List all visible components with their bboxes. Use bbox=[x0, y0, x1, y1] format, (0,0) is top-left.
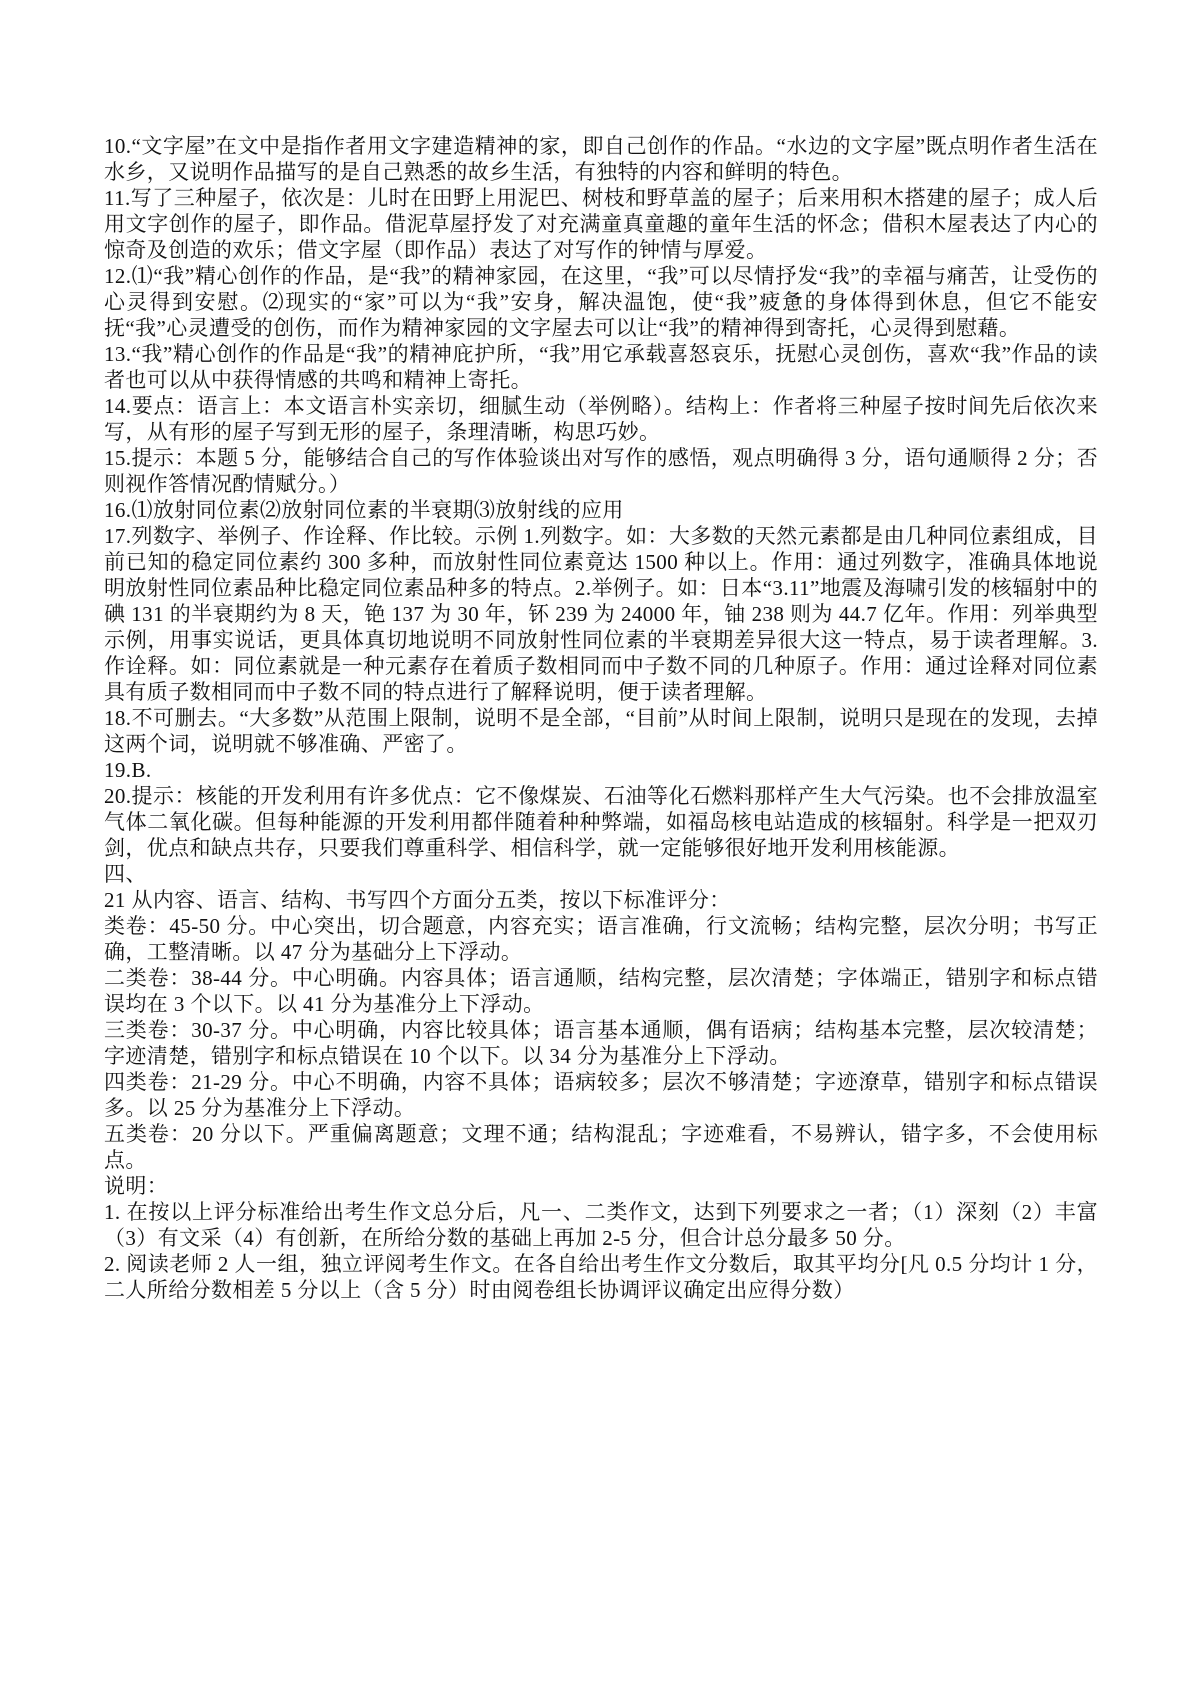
answer-19-paragraph: 19.B. bbox=[104, 758, 152, 782]
grade-1-criteria-paragraph: 类卷：45-50 分。中心突出，切合题意，内容充实；语言准确，行文流畅；结构完整，层次分明；书写正确，工整清晰。以 47 分为基础分上下浮动。 bbox=[104, 914, 1098, 964]
answer-20-paragraph: 20.提示：核能的开发利用有许多优点：它不像煤炭、石油等化石燃料那样产生大气污染。也不会排放温室气体二氧化碳。但每种能源的开发利用都伴随着种种弊端，如福岛核电站造成的核辐射。科学是一把双刃剑，优点和缺点共存，只要我们尊重科学、相信科学，就一定能够很好地开发利用核能源。 bbox=[104, 784, 1098, 860]
grade-2-criteria-paragraph: 二类卷：38-44 分。中心明确。内容具体；语言通顺，结构完整，层次清楚；字体端正，错别字和标点错误均在 3 个以下。以 41 分为基准分上下浮动。 bbox=[104, 966, 1098, 1016]
answer-16-paragraph: 16.⑴放射同位素⑵放射同位素的半衰期⑶放射线的应用 bbox=[104, 498, 624, 522]
note-2-paragraph: 2. 阅读老师 2 人一组，独立评阅考生作文。在各自给出考生作文分数后，取其平均分[凡 0.5 分均计 1 分，二人所给分数相差 5 分以上（含 5 分）时由阅卷组长协调评议确定出应得分数） bbox=[104, 1252, 1098, 1302]
answer-18-paragraph: 18.不可删去。“大多数”从范围上限制，说明不是全部，“目前”从时间上限制，说明只是现在的发现，去掉这两个词，说明就不够准确、严密了。 bbox=[104, 706, 1098, 756]
answer-21-intro-paragraph: 21 从内容、语言、结构、书写四个方面分五类，按以下标准评分： bbox=[104, 888, 731, 912]
answer-14-paragraph: 14.要点：语言上：本文语言朴实亲切，细腻生动（举例略）。结构上：作者将三种屋子按时间先后依次来写，从有形的屋子写到无形的屋子，条理清晰，构思巧妙。 bbox=[104, 394, 1098, 444]
answer-13-paragraph: 13.“我”精心创作的作品是“我”的精神庇护所，“我”用它承载喜怒哀乐，抚慰心灵创伤，喜欢“我”作品的读者也可以从中获得情感的共鸣和精神上寄托。 bbox=[104, 342, 1098, 392]
note-1-paragraph: 1. 在按以上评分标准给出考生作文总分后，凡一、二类作文，达到下列要求之一者；（1）深刻（2）丰富（3）有文采（4）有创新，在所给分数的基础上再加 2-5 分，但合计总分最多 50 分。 bbox=[104, 1200, 1098, 1250]
answer-15-paragraph: 15.提示：本题 5 分，能够结合自己的写作体验谈出对写作的感悟，观点明确得 3 分，语句通顺得 2 分；否则视作答情况酌情赋分。） bbox=[104, 446, 1098, 496]
grade-5-criteria-paragraph: 五类卷：20 分以下。严重偏离题意；文理不通；结构混乱；字迹难看，不易辨认，错字多，不会使用标点。 bbox=[104, 1122, 1098, 1172]
section-four-heading: 四、 bbox=[104, 862, 147, 886]
answer-17-paragraph: 17.列数字、举例子、作诠释、作比较。示例 1.列数字。如：大多数的天然元素都是由几种同位素组成，目前已知的稳定同位素约 300 多种，而放射性同位素竟达 1500 种以上。作用：通过列数字，准确具体地说明放射性同位素品种比稳定同位素品种多的特点。2.举例子。如：日本“3.11”地震及海啸引发的核辐射中的碘 131 的半衰期约为 8 天，铯 137 为 30 年，钚 239 为 24000 年，铀 238 则为 44.7 亿年。作用：列举典型示例，用事实说话，更具体真切地说明不同放射性同位素的半衰期差异很大这一特点，易于读者理解。3.作诠释。如：同位素就是一种元素存在着质子数相同而中子数不同的几种原子。作用：通过诠释对同位素具有质子数相同而中子数不同的特点进行了解释说明，便于读者理解。 bbox=[104, 524, 1098, 704]
notes-heading: 说明： bbox=[104, 1174, 169, 1198]
grade-3-criteria-paragraph: 三类卷：30-37 分。中心明确，内容比较具体；语言基本通顺，偶有语病；结构基本完整，层次较清楚；字迹清楚，错别字和标点错误在 10 个以下。以 34 分为基准分上下浮动。 bbox=[104, 1018, 1098, 1068]
answer-10-paragraph: 10.“文字屋”在文中是指作者用文字建造精神的家，即自己创作的作品。“水边的文字屋”既点明作者生活在水乡，又说明作品描写的是自己熟悉的故乡生活，有独特的内容和鲜明的特色。 bbox=[104, 134, 1098, 184]
grade-4-criteria-paragraph: 四类卷：21-29 分。中心不明确，内容不具体；语病较多；层次不够清楚；字迹潦草，错别字和标点错误多。以 25 分为基准分上下浮动。 bbox=[104, 1070, 1098, 1120]
answer-12-paragraph: 12.⑴“我”精心创作的作品，是“我”的精神家园，在这里，“我”可以尽情抒发“我”的幸福与痛苦，让受伤的心灵得到安慰。⑵现实的“家”可以为“我”安身，解决温饱，使“我”疲惫的身体得到休息，但它不能安抚“我”心灵遭受的创伤，而作为精神家园的文字屋去可以让“我”的精神得到寄托，心灵得到慰藉。 bbox=[104, 264, 1098, 340]
answer-11-paragraph: 11.写了三种屋子，依次是：儿时在田野上用泥巴、树枝和野草盖的屋子；后来用积木搭建的屋子；成人后用文字创作的屋子，即作品。借泥草屋抒发了对充满童真童趣的童年生活的怀念；借积木屋表达了内心的惊奇及创造的欢乐；借文字屋（即作品）表达了对写作的钟情与厚爱。 bbox=[104, 186, 1098, 262]
